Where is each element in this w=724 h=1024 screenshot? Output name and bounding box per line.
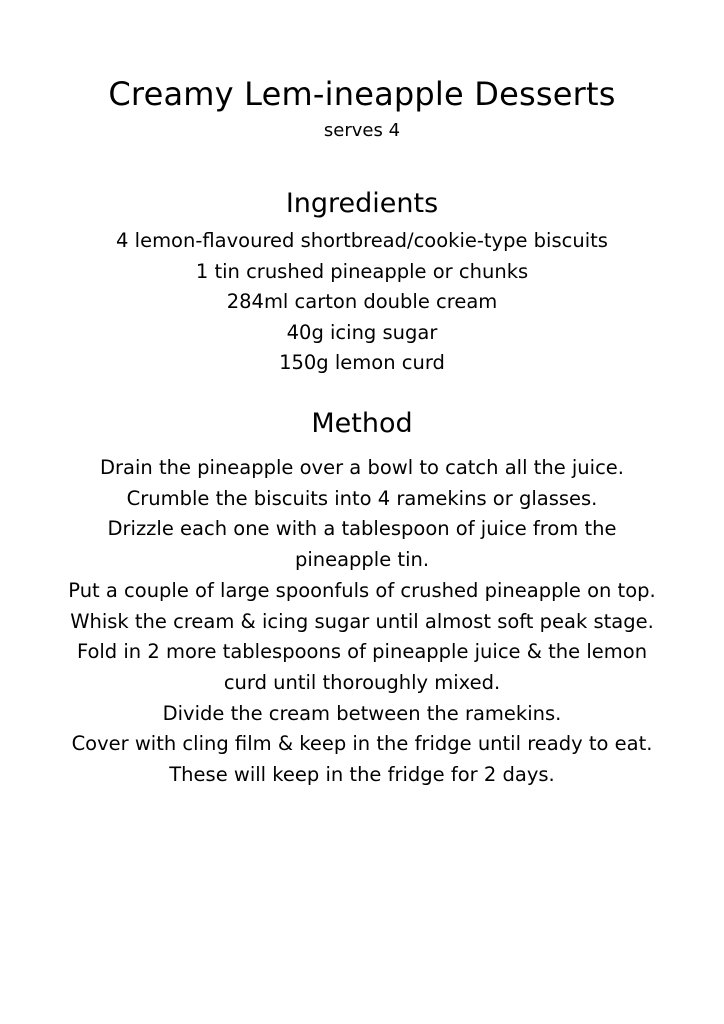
- ingredients-heading: Ingredients: [285, 188, 439, 219]
- method-step: Whisk the cream & icing sugar until almost soft peak stage.: [70, 609, 654, 633]
- method-step: Drizzle each one with a tablespoon of juice from the pineapple tin.: [107, 517, 617, 572]
- method-step: These will keep in the fridge for 2 days.: [169, 763, 555, 787]
- method-step: Put a couple of large spoonfuls of crushed pineapple on top.: [68, 578, 656, 602]
- method-step: Cover with cling film & keep in the fridge until ready to eat.: [71, 732, 653, 756]
- method-step: Divide the cream between the ramekins.: [162, 701, 562, 725]
- ingredient-item: 1 tin crushed pineapple or chunks: [195, 259, 529, 283]
- method-heading: Method: [311, 408, 413, 439]
- ingredient-item: 284ml carton double cream: [226, 290, 498, 313]
- ingredient-item: 4 lemon-flavoured shortbread/cookie-type biscuits: [116, 229, 608, 252]
- method-step: Crumble the biscuits into 4 ramekins or glasses.: [126, 486, 598, 510]
- serves-note: serves 4: [323, 120, 401, 141]
- method-step: Fold in 2 more tablespoons of pineapple juice & the lemon curd until thoroughly mixed.: [76, 640, 648, 694]
- ingredients-list: [40, 226, 684, 379]
- method-step: Drain the pineapple over a bowl to catch all the juice.: [100, 456, 624, 479]
- method-list: [60, 453, 664, 791]
- recipe-title: Creamy Lem-ineapple Desserts: [108, 75, 616, 113]
- ingredient-item: 40g icing sugar: [286, 320, 438, 344]
- ingredient-item: 150g lemon curd: [279, 351, 445, 374]
